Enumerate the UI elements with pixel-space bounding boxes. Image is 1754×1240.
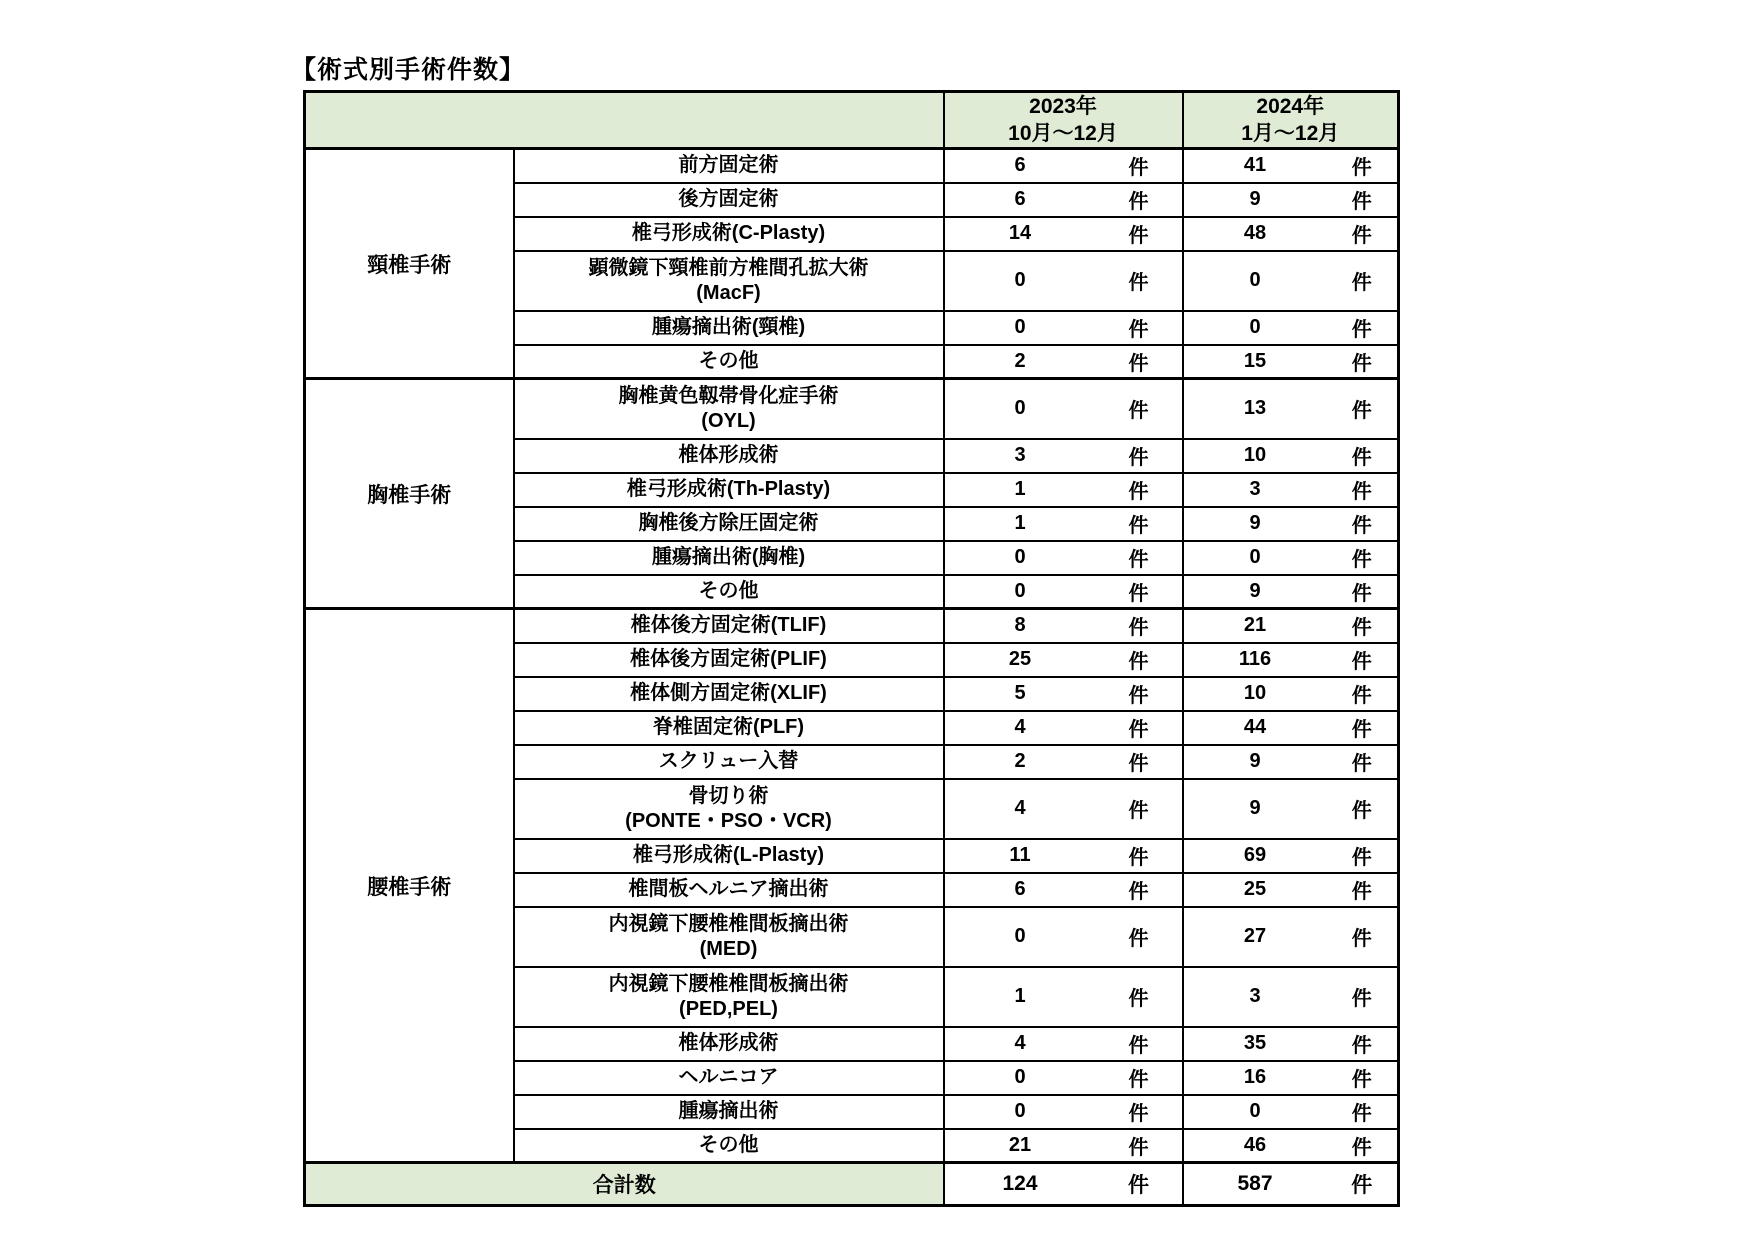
procedure-cell: 椎弓形成術(C-Plasty) <box>514 217 944 251</box>
unit-label: 件 <box>1327 677 1399 711</box>
unit-label: 件 <box>1096 1061 1183 1095</box>
count-2024-cell: 116 <box>1183 643 1327 677</box>
procedure-cell: 椎体側方固定術(XLIF) <box>514 677 944 711</box>
unit-label: 件 <box>1096 149 1183 183</box>
count-2024-cell: 9 <box>1183 183 1327 217</box>
unit-label: 件 <box>1096 311 1183 345</box>
unit-label: 件 <box>1096 541 1183 575</box>
count-2024-cell: 10 <box>1183 677 1327 711</box>
procedure-cell: 胸椎後方除圧固定術 <box>514 507 944 541</box>
count-2023-cell: 25 <box>944 643 1096 677</box>
count-2024-cell: 16 <box>1183 1061 1327 1095</box>
count-2024-cell: 9 <box>1183 575 1327 609</box>
unit-label: 件 <box>1096 1027 1183 1061</box>
unit-label: 件 <box>1327 379 1399 439</box>
count-2023-cell: 0 <box>944 575 1096 609</box>
count-2023-cell: 0 <box>944 1095 1096 1129</box>
unit-label: 件 <box>1327 839 1399 873</box>
period-2024-label: 1月～12月 <box>1241 122 1340 145</box>
count-2023-cell: 0 <box>944 251 1096 311</box>
year-2024-label: 2024年 <box>1256 95 1325 118</box>
count-2024-cell: 10 <box>1183 439 1327 473</box>
count-2023-cell: 3 <box>944 439 1096 473</box>
unit-label: 件 <box>1096 967 1183 1027</box>
procedure-cell: 椎間板ヘルニア摘出術 <box>514 873 944 907</box>
count-2023-cell: 0 <box>944 379 1096 439</box>
count-2024-cell: 0 <box>1183 311 1327 345</box>
count-2023-cell: 21 <box>944 1129 1096 1163</box>
surgery-table-body <box>305 149 1399 1163</box>
unit-label: 件 <box>1327 1061 1399 1095</box>
unit-label: 件 <box>1327 507 1399 541</box>
count-2024-cell: 3 <box>1183 967 1327 1027</box>
procedure-cell: 骨切り術 (PONTE・PSO・VCR) <box>514 779 944 839</box>
unit-label: 件 <box>1327 907 1399 967</box>
procedure-cell: 椎弓形成術(Th-Plasty) <box>514 473 944 507</box>
count-2023-cell: 1 <box>944 967 1096 1027</box>
unit-label: 件 <box>1327 1163 1399 1206</box>
unit-label: 件 <box>1096 217 1183 251</box>
count-2023-cell: 6 <box>944 149 1096 183</box>
unit-label: 件 <box>1327 1027 1399 1061</box>
procedure-cell: 腫瘍摘出術 <box>514 1095 944 1129</box>
unit-label: 件 <box>1327 643 1399 677</box>
unit-label: 件 <box>1327 251 1399 311</box>
procedure-cell: 椎体後方固定術(TLIF) <box>514 609 944 643</box>
procedure-cell: 椎体形成術 <box>514 1027 944 1061</box>
count-2024-cell: 21 <box>1183 609 1327 643</box>
procedure-cell: 前方固定術 <box>514 149 944 183</box>
procedure-cell: その他 <box>514 575 944 609</box>
count-2023-cell: 0 <box>944 311 1096 345</box>
unit-label: 件 <box>1096 643 1183 677</box>
unit-label: 件 <box>1327 575 1399 609</box>
count-2023-cell: 2 <box>944 745 1096 779</box>
unit-label: 件 <box>1327 745 1399 779</box>
count-2023-cell: 5 <box>944 677 1096 711</box>
unit-label: 件 <box>1327 779 1399 839</box>
count-2024-cell: 44 <box>1183 711 1327 745</box>
unit-label: 件 <box>1327 473 1399 507</box>
unit-label: 件 <box>1327 345 1399 379</box>
unit-label: 件 <box>1096 873 1183 907</box>
table-row <box>305 379 1399 439</box>
count-2023-cell: 11 <box>944 839 1096 873</box>
procedure-cell: その他 <box>514 1129 944 1163</box>
count-2024-cell: 9 <box>1183 745 1327 779</box>
count-2023-cell: 8 <box>944 609 1096 643</box>
total-2023-cell: 124 <box>944 1163 1096 1206</box>
procedure-cell: ヘルニコア <box>514 1061 944 1095</box>
unit-label: 件 <box>1327 311 1399 345</box>
count-2023-cell: 14 <box>944 217 1096 251</box>
procedure-cell: その他 <box>514 345 944 379</box>
unit-label: 件 <box>1327 149 1399 183</box>
unit-label: 件 <box>1327 711 1399 745</box>
count-2023-cell: 0 <box>944 541 1096 575</box>
group-cell: 腰椎手術 <box>305 609 514 1163</box>
unit-label: 件 <box>1327 1095 1399 1129</box>
unit-label: 件 <box>1096 745 1183 779</box>
count-2024-cell: 0 <box>1183 1095 1327 1129</box>
count-2023-cell: 0 <box>944 907 1096 967</box>
count-2023-cell: 1 <box>944 473 1096 507</box>
unit-label: 件 <box>1096 907 1183 967</box>
total-row <box>305 1163 1399 1206</box>
table-row <box>305 149 1399 183</box>
unit-label: 件 <box>1327 439 1399 473</box>
count-2024-cell: 69 <box>1183 839 1327 873</box>
count-2024-cell: 48 <box>1183 217 1327 251</box>
unit-label: 件 <box>1096 379 1183 439</box>
procedure-cell: 後方固定術 <box>514 183 944 217</box>
procedure-cell: 顕微鏡下頸椎前方椎間孔拡大術 (MacF) <box>514 251 944 311</box>
unit-label: 件 <box>1327 967 1399 1027</box>
year-2023-label: 2023年 <box>1029 95 1097 118</box>
unit-label: 件 <box>1096 345 1183 379</box>
unit-label: 件 <box>1096 183 1183 217</box>
count-2023-cell: 4 <box>944 779 1096 839</box>
page-title: 【術式別手術件数】 <box>291 56 526 84</box>
group-cell: 頸椎手術 <box>305 149 514 379</box>
count-2023-cell: 1 <box>944 507 1096 541</box>
count-2024-cell: 9 <box>1183 779 1327 839</box>
year-2024-header <box>1183 92 1399 149</box>
count-2024-cell: 27 <box>1183 907 1327 967</box>
count-2024-cell: 0 <box>1183 541 1327 575</box>
count-2024-cell: 25 <box>1183 873 1327 907</box>
unit-label: 件 <box>1096 439 1183 473</box>
count-2024-cell: 35 <box>1183 1027 1327 1061</box>
procedure-cell: 腫瘍摘出術(胸椎) <box>514 541 944 575</box>
procedure-cell: 椎弓形成術(L-Plasty) <box>514 839 944 873</box>
procedure-cell: 腫瘍摘出術(頸椎) <box>514 311 944 345</box>
count-2023-cell: 6 <box>944 873 1096 907</box>
procedure-cell: 内視鏡下腰椎椎間板摘出術 (MED) <box>514 907 944 967</box>
group-cell: 胸椎手術 <box>305 379 514 609</box>
unit-label: 件 <box>1327 183 1399 217</box>
procedure-cell: 内視鏡下腰椎椎間板摘出術 (PED,PEL) <box>514 967 944 1027</box>
unit-label: 件 <box>1327 1129 1399 1163</box>
count-2024-cell: 3 <box>1183 473 1327 507</box>
count-2024-cell: 41 <box>1183 149 1327 183</box>
unit-label: 件 <box>1096 609 1183 643</box>
year-2023-header <box>944 92 1183 149</box>
procedure-cell: 脊椎固定術(PLF) <box>514 711 944 745</box>
unit-label: 件 <box>1096 473 1183 507</box>
period-2023-label: 10月～12月 <box>1008 122 1118 145</box>
procedure-cell: 椎体後方固定術(PLIF) <box>514 643 944 677</box>
count-2023-cell: 4 <box>944 1027 1096 1061</box>
unit-label: 件 <box>1327 217 1399 251</box>
unit-label: 件 <box>1096 507 1183 541</box>
unit-label: 件 <box>1096 1095 1183 1129</box>
unit-label: 件 <box>1096 1129 1183 1163</box>
surgery-count-table <box>303 90 1400 1207</box>
unit-label: 件 <box>1096 575 1183 609</box>
unit-label: 件 <box>1327 873 1399 907</box>
unit-label: 件 <box>1096 251 1183 311</box>
table-row <box>305 609 1399 643</box>
unit-label: 件 <box>1096 677 1183 711</box>
count-2024-cell: 0 <box>1183 251 1327 311</box>
unit-label: 件 <box>1096 839 1183 873</box>
unit-label: 件 <box>1327 609 1399 643</box>
procedure-cell: 椎体形成術 <box>514 439 944 473</box>
unit-label: 件 <box>1096 711 1183 745</box>
count-2023-cell: 6 <box>944 183 1096 217</box>
count-2024-cell: 9 <box>1183 507 1327 541</box>
corner-header-cell <box>305 92 944 149</box>
total-2024-cell: 587 <box>1183 1163 1327 1206</box>
total-label-cell: 合計数 <box>305 1163 944 1206</box>
count-2024-cell: 46 <box>1183 1129 1327 1163</box>
count-2024-cell: 15 <box>1183 345 1327 379</box>
unit-label: 件 <box>1096 779 1183 839</box>
unit-label: 件 <box>1327 541 1399 575</box>
procedure-cell: 胸椎黄色靱帯骨化症手術 (OYL) <box>514 379 944 439</box>
procedure-cell: スクリュー入替 <box>514 745 944 779</box>
count-2023-cell: 2 <box>944 345 1096 379</box>
count-2024-cell: 13 <box>1183 379 1327 439</box>
unit-label: 件 <box>1096 1163 1183 1206</box>
count-2023-cell: 0 <box>944 1061 1096 1095</box>
table-header-row <box>305 92 1399 149</box>
count-2023-cell: 4 <box>944 711 1096 745</box>
